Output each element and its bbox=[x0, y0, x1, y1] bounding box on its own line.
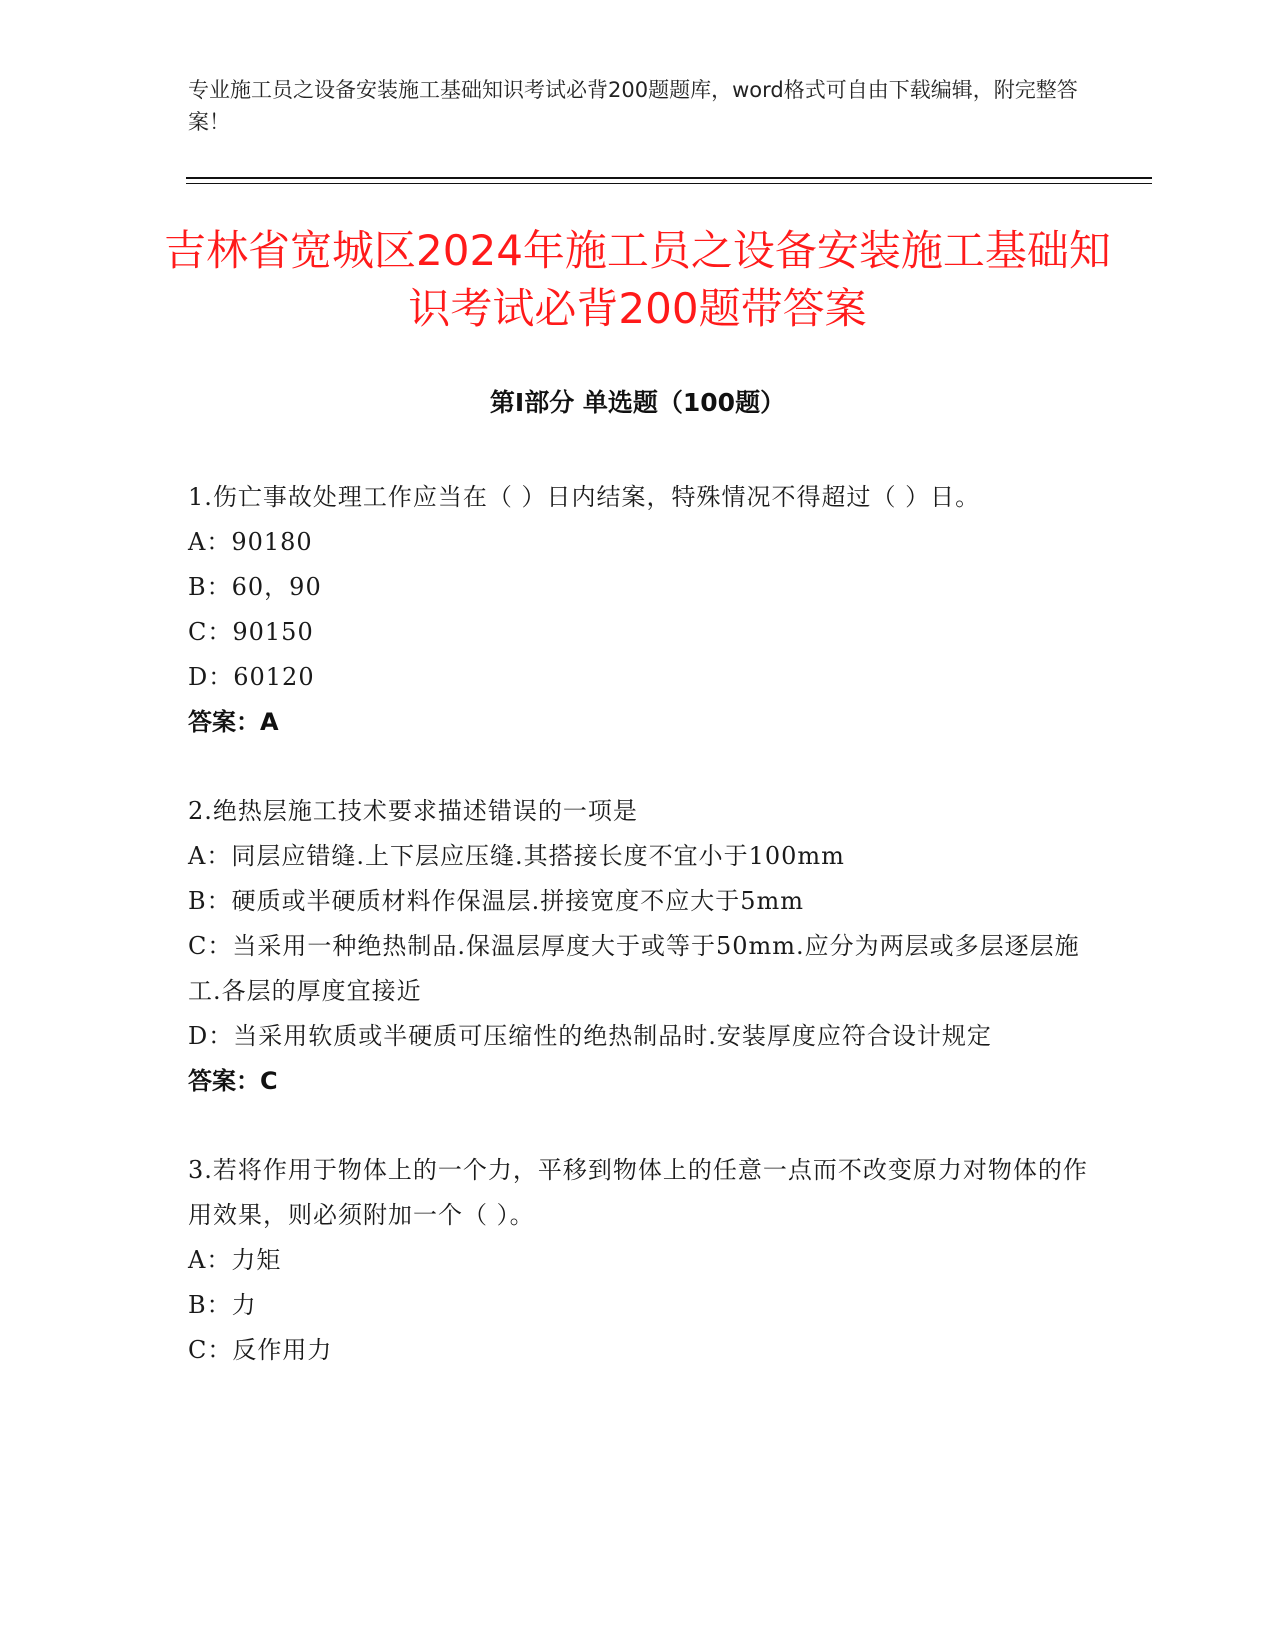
question-list bbox=[188, 475, 1088, 1417]
question-1 bbox=[188, 475, 1088, 745]
question-2 bbox=[188, 789, 1088, 1104]
option-d: D：60120 bbox=[188, 663, 315, 691]
question-stem: 1.伤亡事故处理工作应当在（ ）日内结案，特殊情况不得超过（ ）日。 bbox=[188, 483, 981, 511]
option-b: B：硬质或半硬质材料作保温层.拼接宽度不应大于5mm bbox=[188, 887, 805, 915]
option-a: A：90180 bbox=[188, 528, 313, 556]
header-note: 专业施工员之设备安装施工基础知识考试必背200题题库，word格式可自由下载编辑，附完整答案！ bbox=[188, 78, 1078, 134]
option-b: B：60，90 bbox=[188, 573, 322, 601]
header-divider-thin bbox=[186, 183, 1152, 184]
option-b: B：力 bbox=[188, 1291, 257, 1319]
option-a: A：力矩 bbox=[188, 1246, 282, 1274]
header-divider-thick bbox=[186, 177, 1152, 179]
answer: 答案：C bbox=[188, 1067, 278, 1095]
question-stem: 3.若将作用于物体上的一个力，平移到物体上的任意一点而不改变原力对物体的作用效果，则必须附加一个（ ）。 bbox=[188, 1156, 1088, 1229]
question-stem: 2.绝热层施工技术要求描述错误的一项是 bbox=[188, 797, 638, 825]
option-a: A：同层应错缝.上下层应压缝.其搭接长度不宜小于100mm bbox=[188, 842, 845, 870]
option-d: D：当采用软质或半硬质可压缩性的绝热制品时.安装厚度应符合设计规定 bbox=[188, 1022, 992, 1050]
option-c: C：90150 bbox=[188, 618, 314, 646]
document-title: 吉林省宽城区2024年施工员之设备安装施工基础知识考试必背200题带答案 bbox=[164, 226, 1111, 333]
question-3 bbox=[188, 1148, 1088, 1373]
answer: 答案：A bbox=[188, 708, 279, 736]
section-title: 第Ⅰ部分 单选题（100题） bbox=[489, 388, 786, 417]
option-c: C：当采用一种绝热制品.保温层厚度大于或等于50mm.应分为两层或多层逐层施工.各层的厚度宜接近 bbox=[188, 932, 1080, 1005]
option-c: C：反作用力 bbox=[188, 1336, 333, 1364]
